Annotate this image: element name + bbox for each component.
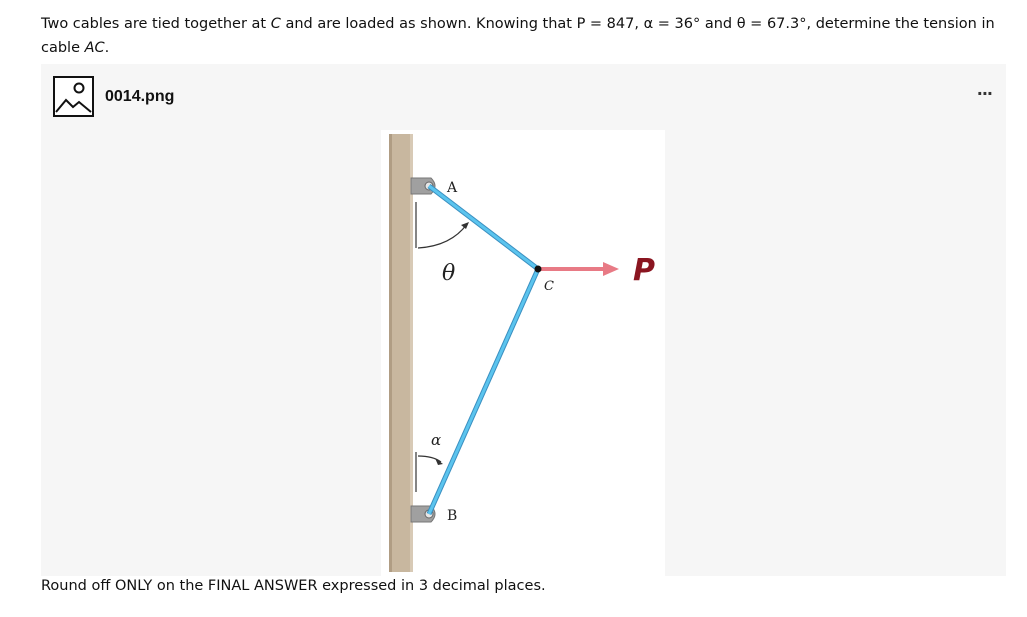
- more-options-button[interactable]: ···: [976, 84, 992, 103]
- label-b: B: [447, 508, 458, 524]
- joint-c: [535, 266, 542, 273]
- wall: [389, 134, 413, 572]
- label-theta: θ: [442, 261, 456, 286]
- problem-figure: [381, 130, 665, 576]
- question-text: Two cables are tied together at C and are loaded as shown. Knowing that P = 847, α = 36° and θ = 67.3°, determine the tension in cable AC.: [41, 16, 995, 56]
- cable-diagram: [381, 130, 665, 576]
- label-a: A: [447, 180, 458, 196]
- label-c: C: [544, 279, 554, 294]
- instruction-text: Round off ONLY on the FINAL ANSWER expressed in 3 decimal places.: [41, 578, 546, 594]
- image-file-icon: [53, 76, 94, 117]
- label-p: P: [633, 253, 655, 288]
- attachment-card[interactable]: [41, 64, 1006, 576]
- label-alpha: α: [431, 431, 442, 449]
- attachment-filename[interactable]: 0014.png: [105, 88, 175, 105]
